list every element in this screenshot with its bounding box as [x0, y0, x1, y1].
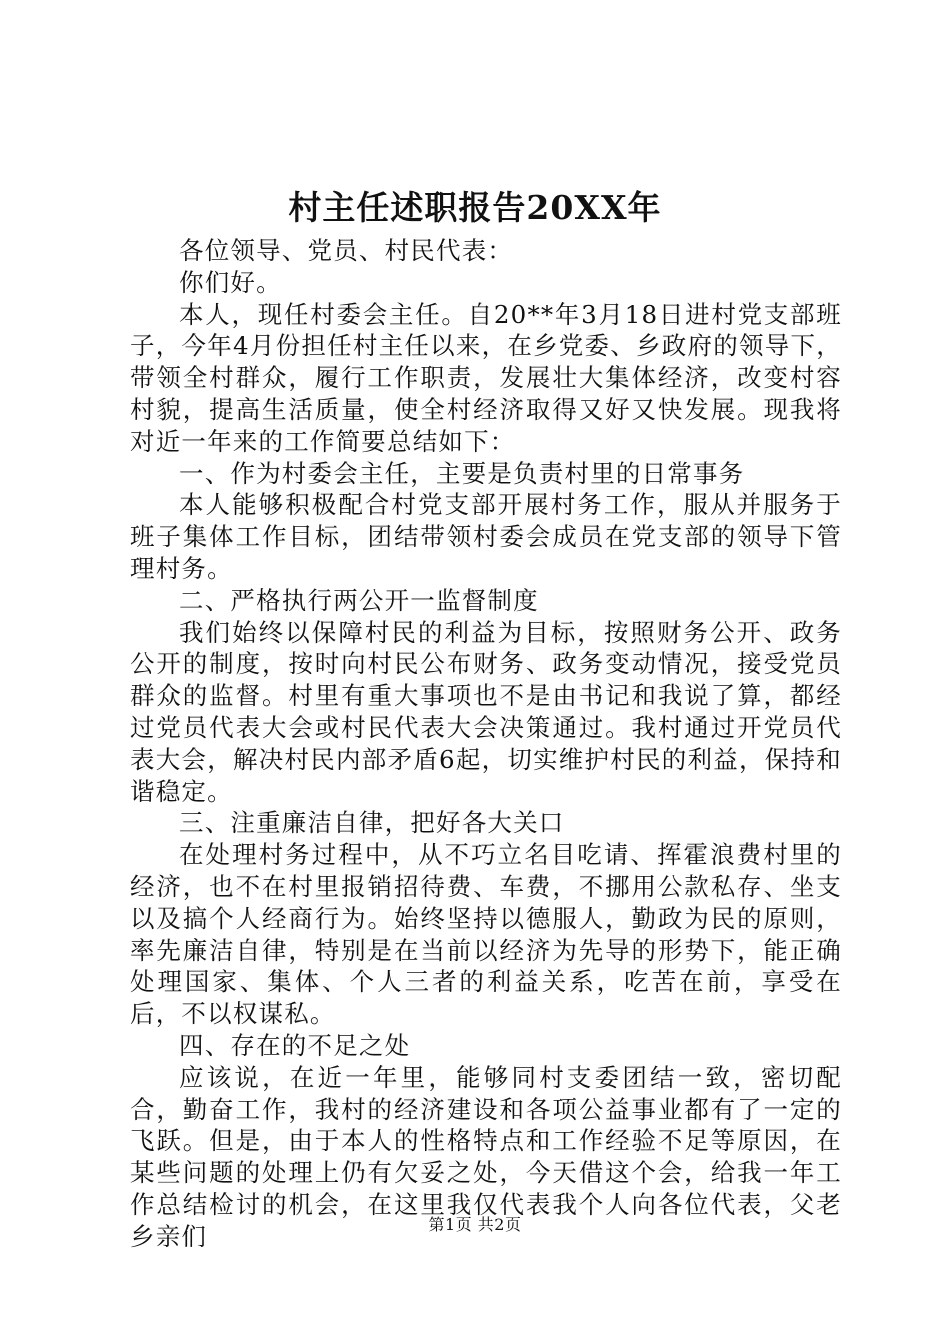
section-heading-4: 四、存在的不足之处: [179, 1030, 411, 1060]
paragraph-intro: 本人，现任村委会主任。自20**年3月18日进村党支部班子，今年4月份担任村主任以来，在乡党委、乡政府的领导下，带领全村群众，履行工作职责，发展壮大集体经济，改变村容村貌，提高生活质量，使全村经济取得又好又快发展。现我将对近一年来的工作简要总结如下：: [130, 299, 842, 456]
document-body: [130, 235, 842, 1253]
document-title: 村主任述职报告20XX年: [288, 188, 662, 227]
paragraph-section-4: 应该说，在近一年里，能够同村支委团结一致，密切配合，勤奋工作，我村的经济建设和各项公益事业都有了一定的飞跃。但是，由于本人的性格特点和工作经验不足等原因，在某些问题的处理上仍有欠妥之处，今天借这个会，给我一年工作总结检讨的机会，在这里我仅代表我个人向各位代表，父老乡亲们: [130, 1062, 842, 1251]
page-number-footer: 第1页 共2页: [428, 1215, 522, 1234]
paragraph-section-1: 本人能够积极配合村党支部开展村务工作，服从并服务于班子集体工作目标，团结带领村委会成员在党支部的领导下管理村务。: [130, 490, 842, 583]
section-heading-3: 三、注重廉洁自律，把好各大关口: [179, 808, 565, 838]
paragraph-section-3: 在处理村务过程中，从不巧立名目吃请、挥霍浪费村里的经济，也不在村里报销招待费、车费，不挪用公款私存、坐支以及搞个人经商行为。始终坚持以德服人，勤政为民的原则，率先廉洁自律，特别是在当前以经济为先导的形势下，能正确处理国家、集体、个人三者的利益关系，吃苦在前，享受在后，不以权谋私。: [130, 840, 842, 1029]
paragraph-greeting: 你们好。: [179, 267, 282, 297]
paragraph-section-2: 我们始终以保障村民的利益为目标，按照财务公开、政务公开的制度，按时向村民公布财务、政务变动情况，接受党员群众的监督。村里有重大事项也不是由书记和我说了算，都经过党员代表大会或村民代表大会决策通过。我村通过开党员代表大会，解决村民内部矛盾6起，切实维护村民的利益，保持和谐稳定。: [130, 617, 842, 806]
section-heading-2: 二、严格执行两公开一监督制度: [179, 585, 539, 615]
paragraph-salutation: 各位领导、党员、村民代表：: [179, 236, 514, 265]
section-heading-1: 一、作为村委会主任，主要是负责村里的日常事务: [179, 458, 745, 488]
